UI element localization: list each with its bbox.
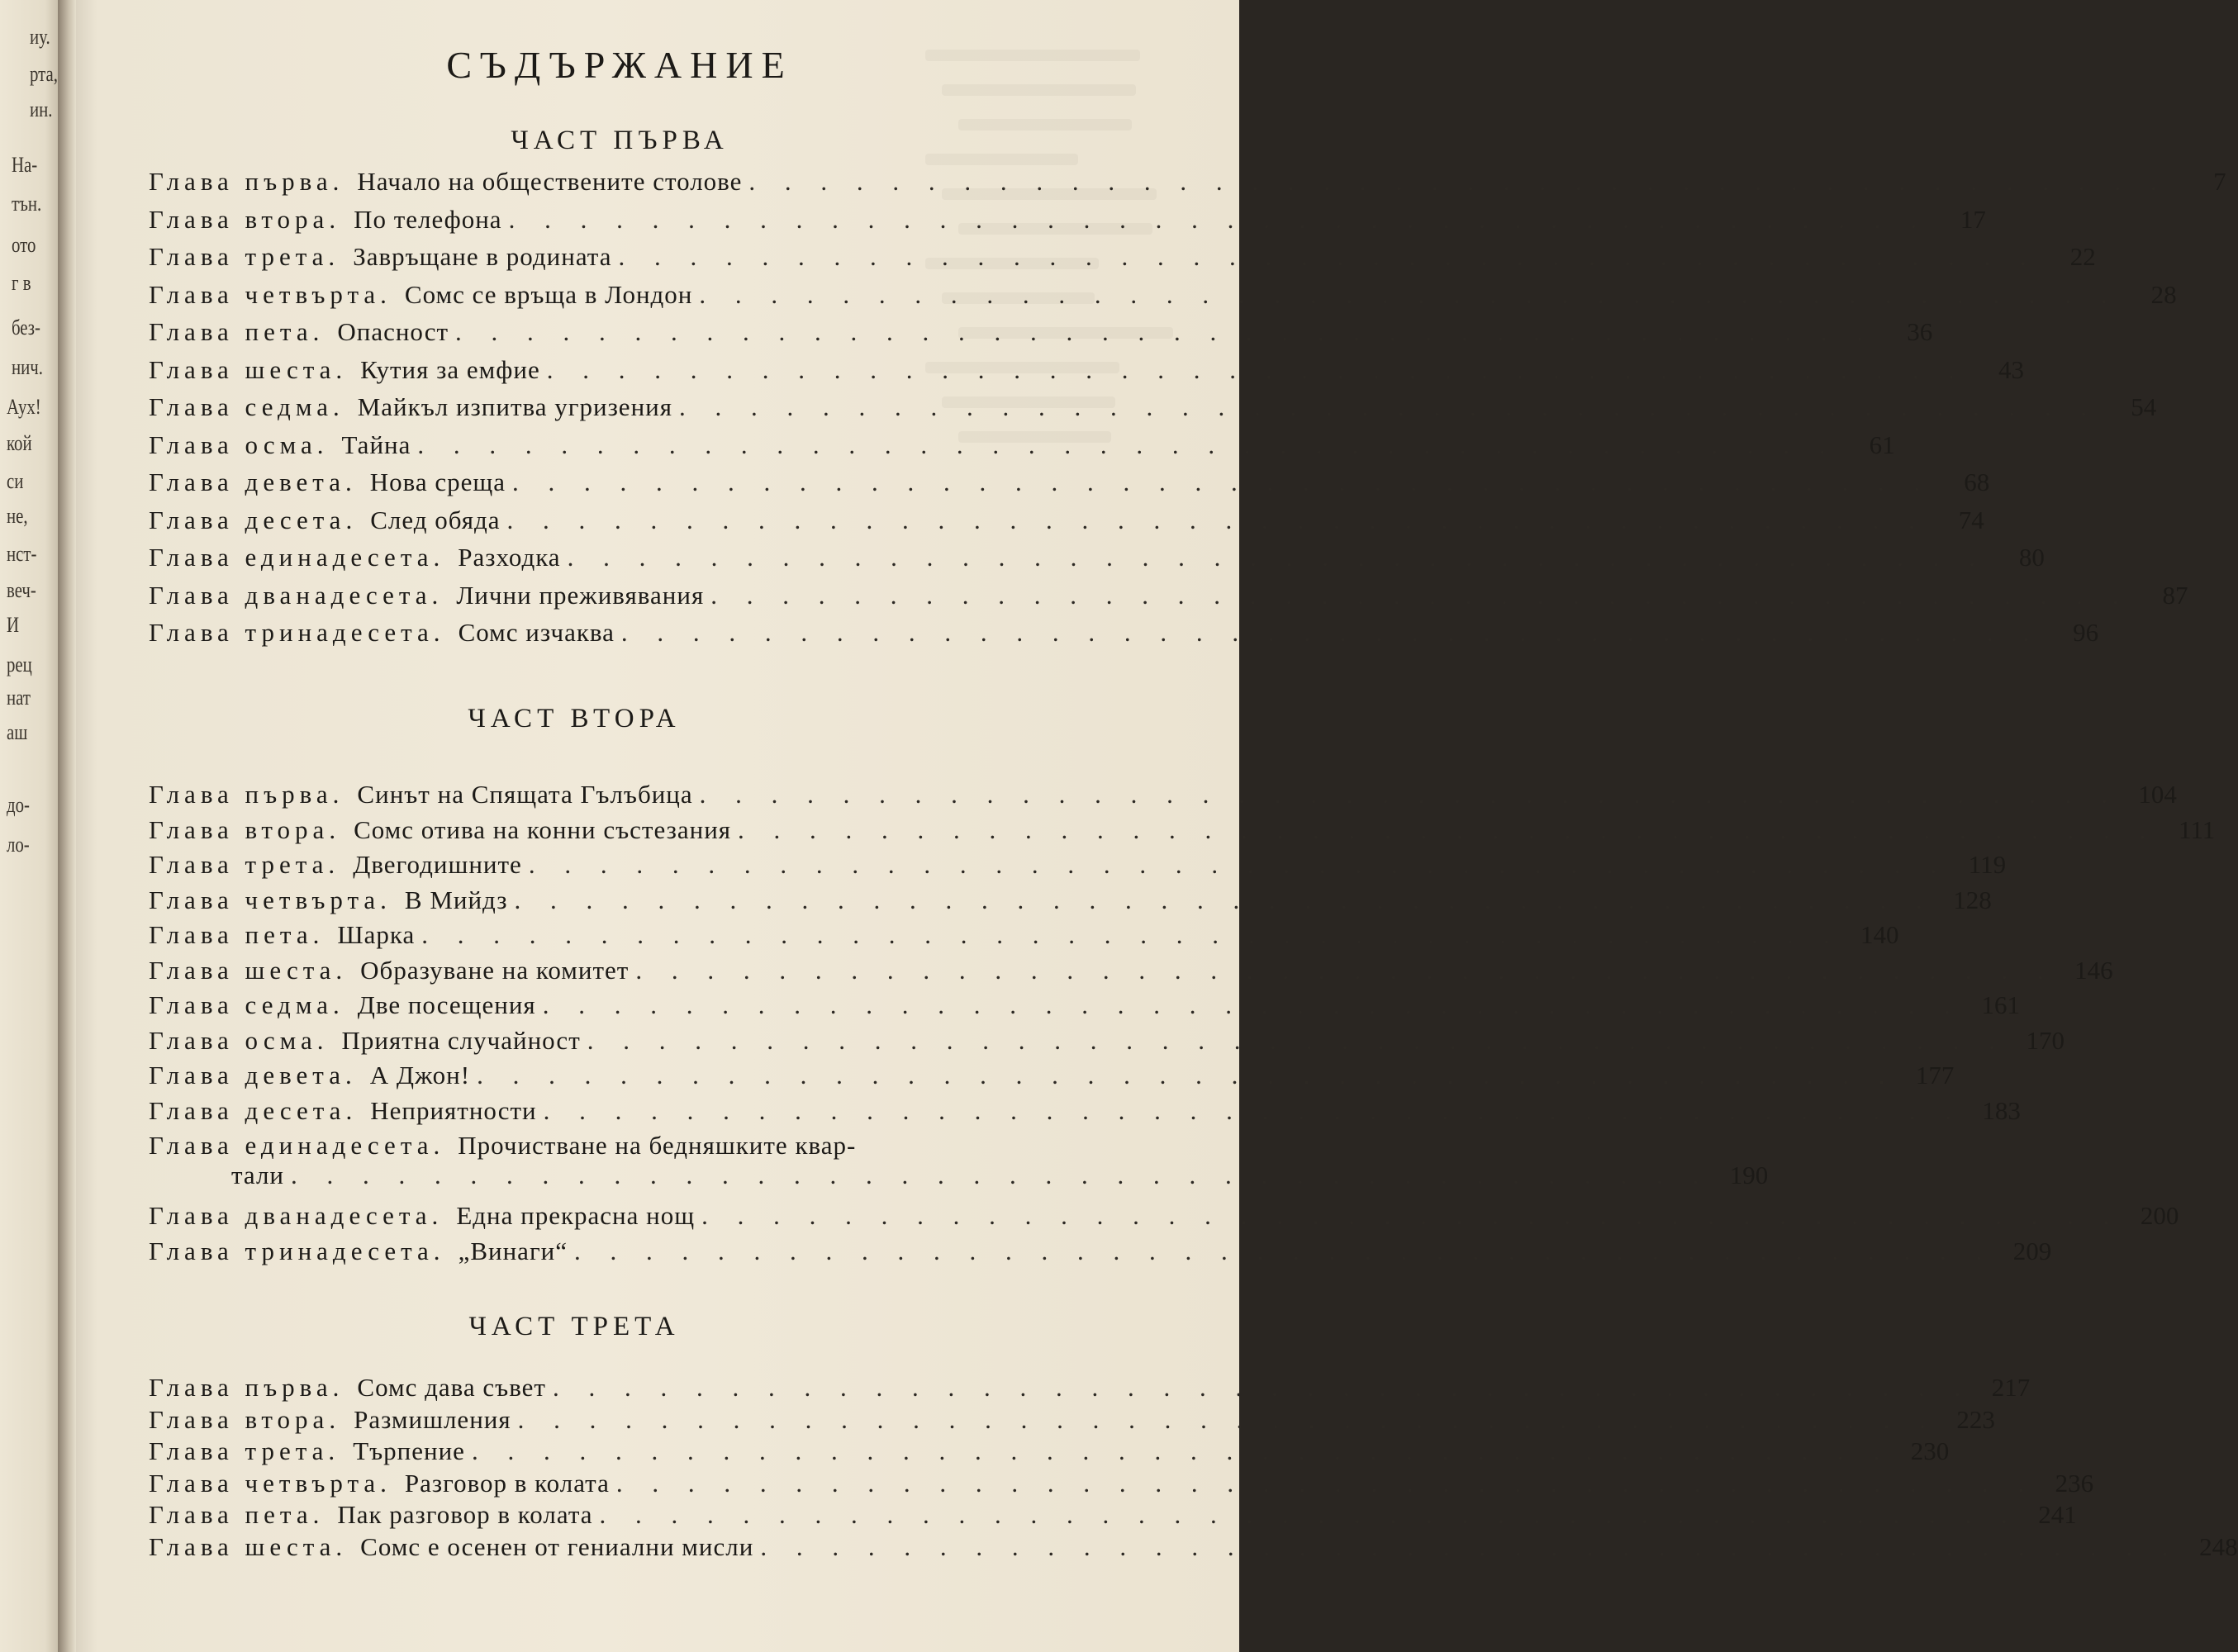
- chapter-label: Глава пета.: [149, 920, 325, 949]
- chapter-label: Глава шеста.: [149, 955, 348, 985]
- chapter-title: Прочистване на бедняшките квар-: [458, 1131, 857, 1160]
- toc-entry: [149, 543, 2045, 581]
- left-page-fragment: г в: [12, 271, 31, 295]
- part-heading-3: ЧАСТ ТРЕТА: [468, 1312, 680, 1341]
- chapter-page-number: 209: [2012, 1236, 2052, 1265]
- toc-entry: [149, 1131, 1769, 1201]
- chapter-label: Глава четвърта.: [149, 279, 392, 309]
- left-page-fragment: не,: [7, 504, 28, 528]
- dot-leader: . . . . . . . . . . . . . . . . . . . . . . . . . . . . . . . . . . . . . . . .: [701, 1201, 2122, 1230]
- dot-leader: . . . . . . . . . . . . . . . . . . . . . . . . . . . . . . . . . . . . . . . .: [508, 204, 1928, 234]
- chapter-page-number: 217: [1991, 1373, 2031, 1402]
- part-heading-2: ЧАСТ ВТОРА: [468, 704, 681, 733]
- chapter-label: Глава първа.: [149, 1373, 344, 1402]
- left-page-fragment: И: [7, 613, 20, 637]
- dot-leader: . . . . . . . . . . . . . . . . . . . . . . . . . . . . . . . . . . . . . . . .: [471, 1436, 1892, 1465]
- chapter-page-number: 236: [2055, 1468, 2094, 1498]
- chapter-page-number: 74: [1958, 505, 1984, 534]
- chapter-page-number: 96: [2073, 618, 2099, 647]
- chapter-title: Нова среща: [369, 468, 506, 496]
- chapter-label: Глава шеста.: [149, 354, 348, 384]
- chapter-label: Глава четвърта.: [149, 1468, 392, 1498]
- dot-leader: . . . . . . . . . . . . . . . . . . . . . . . . . . . . . . . . . . . . . . . .: [699, 780, 2119, 809]
- toc-entry: [149, 1095, 2021, 1132]
- chapter-title: Разговор в колата: [404, 1468, 610, 1498]
- toc-entry: [149, 1436, 1950, 1469]
- chapter-title: Пак разговор в колата: [337, 1500, 593, 1529]
- left-page-fragment: ин.: [30, 97, 53, 121]
- chapter-title: Двегодишните: [353, 850, 522, 879]
- chapter-page-number: 43: [1998, 354, 2024, 384]
- chapter-label: Глава десета.: [149, 1095, 358, 1125]
- dot-leader: . . . . . . . . . . . . . . . . . . . . . . . . . . . . . . . . . . . . . . . .: [552, 1373, 1973, 1402]
- chapter-title: Кутия за емфие: [360, 354, 540, 384]
- chapter-label: Глава осма.: [149, 430, 329, 459]
- dot-leader: . . . . . . . . . . . . . . . . . . . . . . . . . . . . . . . . . . . . . . . .: [615, 1468, 2036, 1498]
- left-page-fragment: иу.: [30, 25, 50, 49]
- toc-entry: [149, 1061, 1955, 1096]
- toc-entry: [149, 1404, 1995, 1437]
- dot-leader: . . . . . . . . . . . . . . . . . . . . . . . . . . . . . . . . . . . . . . . .: [618, 242, 2038, 271]
- chapter-label: Глава трета.: [149, 850, 340, 879]
- toc-entry: [149, 1468, 2094, 1501]
- chapter-title: Образуване на комитет: [360, 955, 630, 985]
- chapter-list-part-2: [149, 780, 2216, 1271]
- toc-entry: [149, 468, 1990, 506]
- chapter-label: Глава първа.: [149, 167, 344, 196]
- chapter-label: Глава тринадесета.: [149, 618, 445, 647]
- chapter-label: Глава тринадесета.: [149, 1236, 445, 1265]
- chapter-list-part-3: [149, 1373, 2238, 1564]
- chapter-title: Размишления: [354, 1404, 511, 1434]
- toc-entry: [149, 850, 2007, 885]
- dot-leader: . . . . . . . . . . . . . . . . . . . . . . . . . . . . . . . . . . . . . . . .: [635, 955, 2055, 985]
- chapter-title: Шарка: [337, 920, 416, 949]
- part-heading-1: ЧАСТ ПЪРВА: [511, 126, 729, 155]
- chapter-title: По телефона: [354, 204, 502, 234]
- chapter-page-number: 80: [2018, 543, 2045, 572]
- chapter-page-number: 128: [1953, 885, 1992, 914]
- chapter-label: Глава първа.: [149, 780, 344, 809]
- chapter-title: Сомс отива на конни състезания: [354, 814, 732, 844]
- toc-entry: [149, 920, 1899, 956]
- chapter-page-number: 61: [1869, 430, 1895, 459]
- chapter-label: Глава дванадесета.: [149, 1201, 444, 1230]
- chapter-page-number: 7: [2213, 167, 2226, 196]
- chapter-label: Глава единадесета.: [149, 1131, 445, 1160]
- toc-entry: [149, 1531, 2238, 1564]
- toc-entry: [149, 392, 2157, 430]
- left-page-fragment: нич.: [12, 355, 43, 379]
- chapter-title: Синът на Спящата Гълъбица: [357, 780, 693, 809]
- toc-entry: [149, 505, 1984, 544]
- left-page-fragment: аш: [7, 720, 28, 744]
- toc-entry: [149, 430, 1895, 468]
- chapter-label: Глава десета.: [149, 505, 358, 534]
- chapter-label: Глава девета.: [149, 468, 357, 496]
- toc-entry: [149, 167, 2226, 205]
- dot-leader: . . . . . . . . . . . . . . . . . . . . . . . . . . . . . . . . . . . . . . . .: [574, 1236, 1994, 1265]
- chapter-page-number: 223: [1956, 1404, 1995, 1434]
- left-page-fragment: рта,: [30, 62, 58, 86]
- chapter-title: Търпение: [353, 1436, 465, 1465]
- chapter-label: Глава единадесета.: [149, 543, 445, 572]
- dot-leader: . . . . . . . . . . . . . . . . . . . . . . . . . . . . . . . . . . . . . . . .: [514, 885, 1934, 914]
- chapter-page-number: 104: [2138, 780, 2177, 809]
- chapter-label: Глава трета.: [149, 242, 340, 271]
- left-page-fragment: нст-: [7, 542, 37, 566]
- toc-entry: [149, 1500, 2077, 1532]
- chapter-title: Лични преживявания: [456, 580, 705, 610]
- toc-entry-line: [149, 1161, 1769, 1190]
- chapter-label: Глава втора.: [149, 204, 341, 234]
- chapter-label: Глава втора.: [149, 814, 341, 844]
- chapter-title: Сомс изчаква: [458, 618, 615, 647]
- chapter-page-number: 28: [2150, 279, 2177, 309]
- dot-leader: . . . . . . . . . . . . . . . . . . . . . . . . . . . . . . . . . . . . . . . .: [417, 430, 1837, 459]
- left-page-fragment: Аух!: [7, 395, 41, 419]
- dot-leader: . . . . . . . . . . . . . . . . . . . . . . . . . . . . . . . . . . . . . . . .: [620, 618, 2041, 647]
- dot-leader: . . . . . . . . . . . . . . . . . . . . . . . . . . . . . . . . . . . . . . . .: [760, 1531, 2180, 1561]
- chapter-label: Глава девета.: [149, 1061, 357, 1089]
- toc-entry-line: [149, 1131, 1099, 1161]
- toc-entry: [149, 1373, 2031, 1405]
- chapter-page-number: 161: [1981, 990, 2020, 1019]
- dot-leader: . . . . . . . . . . . . . . . . . . . . . . . . . . . . . . . . . . . . . . . .: [421, 920, 1841, 949]
- dot-leader: . . . . . . . . . . . . . . . . . . . . . . . . . . . . . . . . . . . . . . . .: [542, 990, 1962, 1019]
- chapter-title: Една прекрасна нощ: [456, 1201, 696, 1230]
- chapter-page-number: 111: [2179, 814, 2216, 844]
- left-page-fragment: На-: [12, 153, 38, 177]
- toc-entry: [149, 990, 2020, 1026]
- chapter-page-number: 177: [1915, 1061, 1955, 1089]
- left-page-fragment: ото: [12, 233, 36, 257]
- toc-entry: [149, 618, 2099, 656]
- chapter-title: Две посещения: [357, 990, 536, 1019]
- toc-entry: [149, 1201, 2179, 1237]
- chapter-title: В Мийдз: [404, 885, 508, 914]
- chapter-label: Глава шеста.: [149, 1531, 348, 1561]
- toc-entry: [149, 317, 1933, 355]
- dot-leader: . . . . . . . . . . . . . . . . . . . . . . . . . . . . . . . . . . . . . . . .: [546, 354, 1966, 384]
- chapter-page-number: 190: [1729, 1161, 1769, 1189]
- toc-entry: [149, 885, 1992, 921]
- dot-leader: . . . . . . . . . . . . . . . . . . . . . . . . . . . . . . . . . . . . . . . .: [506, 505, 1927, 534]
- chapter-label: Глава трета.: [149, 1436, 340, 1465]
- chapter-title: Майкъл изпитва угризения: [357, 392, 673, 421]
- chapter-page-number: 68: [1964, 468, 1990, 496]
- chapter-label: Глава четвърта.: [149, 885, 392, 914]
- chapter-label: Глава втора.: [149, 1404, 341, 1434]
- chapter-label: Глава седма.: [149, 392, 344, 421]
- dot-leader: . . . . . . . . . . . . . . . . . . . . . . . . . . . . . . . . . . . . . . . .: [517, 1404, 1937, 1434]
- chapter-label: Глава седма.: [149, 990, 344, 1019]
- dot-leader: . . . . . . . . . . . . . . . . . . . . . . . . . . . . . . . . . . . . . . . .: [748, 167, 2169, 196]
- dot-leader: . . . . . . . . . . . . . . . . . . . . . . . . . . . . . . . . . . . . . . . .: [512, 468, 1932, 496]
- chapter-page-number: 17: [1960, 204, 1986, 234]
- left-page-fragment: нат: [7, 686, 31, 710]
- chapter-title-continuation: тали: [231, 1161, 285, 1189]
- chapter-title: Сомс дава съвет: [357, 1373, 546, 1402]
- chapter-label: Глава осма.: [149, 1025, 329, 1055]
- toc-entry: [149, 780, 2177, 815]
- left-page-fragment: си: [7, 469, 24, 493]
- chapter-page-number: 36: [1907, 317, 1933, 346]
- chapter-label: Глава пета.: [149, 317, 325, 346]
- toc-entry: [149, 354, 2024, 393]
- left-page-fragment: рец: [7, 653, 32, 676]
- chapter-title: Сомс се връща в Лондон: [404, 279, 693, 309]
- toc-entry: [149, 580, 2188, 619]
- dot-leader: . . . . . . . . . . . . . . . . . . . . . . . . . . . . . . . . . . . . . . . .: [567, 543, 1987, 572]
- dot-leader: . . . . . . . . . . . . . . . . . . . . . . . . . . . . . . . . . . . . . . . .: [738, 814, 2158, 844]
- chapter-title: Приятна случайност: [341, 1025, 581, 1055]
- chapter-page-number: 146: [2074, 955, 2113, 985]
- left-page-fragment: до-: [7, 793, 30, 817]
- chapter-title: Неприятности: [370, 1095, 537, 1125]
- chapter-title: Разходка: [458, 543, 561, 572]
- toc-entry: [149, 1025, 2065, 1061]
- chapter-title: Тайна: [341, 430, 411, 459]
- chapter-page-number: 87: [2162, 580, 2188, 610]
- toc-entry: [149, 242, 2096, 280]
- chapter-title: Сомс е осенен от гениални мисли: [360, 1531, 754, 1561]
- chapter-title: А Джон!: [369, 1061, 471, 1089]
- left-page-fragment: без-: [12, 316, 40, 339]
- dot-leader: . . . . . . . . . . . . . . . . . . . . . . . . . . . . . . . . . . . . . . . .: [710, 580, 2131, 610]
- dot-leader: . . . . . . . . . . . . . . . . . . . . . . . . . . . . . . . . . . . . . . . .: [528, 850, 1949, 879]
- left-page-fragment: веч-: [7, 578, 36, 602]
- page-title: СЪДЪРЖАНИЕ: [446, 44, 793, 86]
- left-page-fragment: кой: [7, 431, 32, 455]
- toc-entry: [149, 204, 1986, 243]
- chapter-title: Опасност: [337, 317, 449, 346]
- toc-entry: [149, 1236, 2052, 1272]
- chapter-page-number: 170: [2026, 1025, 2065, 1055]
- chapter-list-part-1: [149, 167, 2226, 656]
- chapter-title: Завръщане в родината: [353, 242, 612, 271]
- dot-leader: . . . . . . . . . . . . . . . . . . . . . . . . . . . . . . . . . . . . . . . .: [291, 1161, 1711, 1189]
- chapter-label: Глава дванадесета.: [149, 580, 444, 610]
- toc-entry: [149, 279, 2177, 318]
- dot-leader: . . . . . . . . . . . . . . . . . . . . . . . . . . . . . . . . . . . . . . . .: [679, 392, 2099, 421]
- dot-leader: . . . . . . . . . . . . . . . . . . . . . . . . . . . . . . . . . . . . . . . .: [587, 1025, 2007, 1055]
- chapter-page-number: 22: [2069, 242, 2096, 271]
- dot-leader: . . . . . . . . . . . . . . . . . . . . . . . . . . . . . . . . . . . . . . . .: [599, 1500, 2019, 1529]
- chapter-title: Начало на обществените столове: [357, 167, 743, 196]
- dot-leader: . . . . . . . . . . . . . . . . . . . . . . . . . . . . . . . . . . . . . . . .: [543, 1095, 1963, 1125]
- chapter-page-number: 119: [1968, 850, 2007, 879]
- dot-leader: . . . . . . . . . . . . . . . . . . . . . . . . . . . . . . . . . . . . . . . .: [477, 1061, 1897, 1089]
- chapter-label: Глава пета.: [149, 1500, 325, 1529]
- dot-leader: . . . . . . . . . . . . . . . . . . . . . . . . . . . . . . . . . . . . . . . .: [455, 317, 1875, 346]
- toc-entry: [149, 814, 2216, 851]
- chapter-page-number: 230: [1910, 1436, 1950, 1465]
- chapter-page-number: 200: [2140, 1201, 2179, 1230]
- chapter-title: След обяда: [370, 505, 501, 534]
- chapter-page-number: 54: [2131, 392, 2157, 421]
- chapter-title: „Винаги“: [458, 1236, 568, 1265]
- chapter-page-number: 241: [2038, 1500, 2077, 1529]
- dot-leader: . . . . . . . . . . . . . . . . . . . . . . . . . . . . . . . . . . . . . . . .: [699, 279, 2119, 309]
- chapter-page-number: 248: [2199, 1531, 2238, 1561]
- chapter-page-number: 140: [1860, 920, 1899, 949]
- left-page-fragment: тън.: [12, 192, 42, 216]
- left-page-fragment: ло-: [7, 833, 30, 857]
- toc-entry: [149, 955, 2113, 991]
- chapter-page-number: 183: [1982, 1095, 2021, 1125]
